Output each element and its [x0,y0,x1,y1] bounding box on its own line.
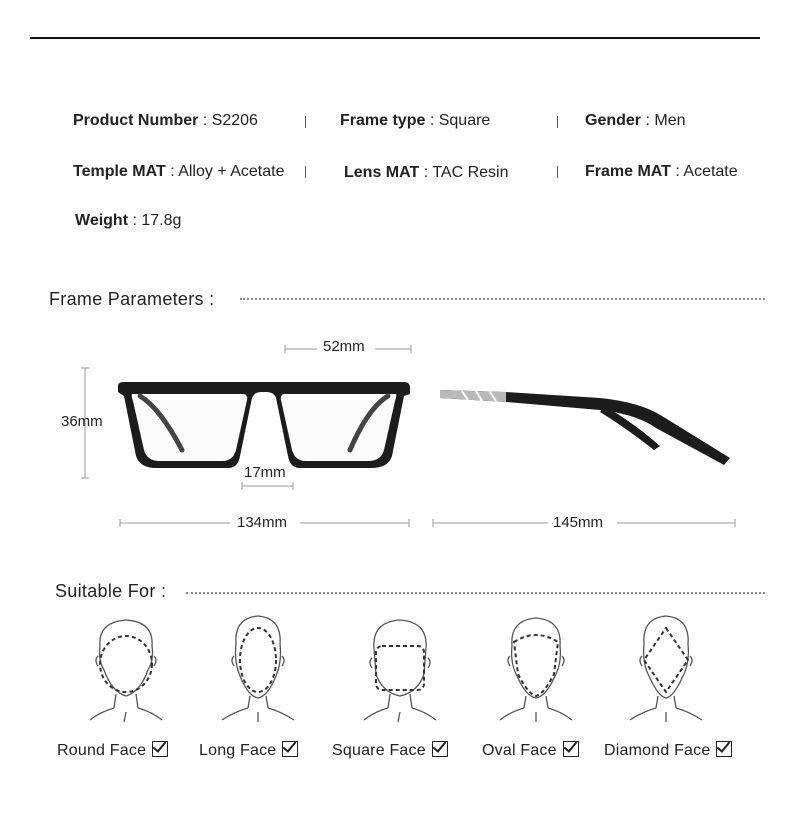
face-label-text: Oval Face [482,742,557,759]
spec-label: Lens MAT [344,164,420,181]
lens-height-label: 36mm [61,413,103,430]
face-label-text: Square Face [332,742,426,759]
face-label-text: Diamond Face [604,742,711,759]
round-face-icon [86,612,166,724]
face-label-long [199,741,298,760]
spec-temple-mat: Temple MAT : Alloy + Acetate [73,163,285,180]
face-label-oval [482,741,579,760]
separator [557,116,558,128]
separator [305,166,306,178]
dotted-rule [186,592,765,594]
spec-label: Gender [585,112,642,129]
spec-value: Acetate [683,163,738,180]
lens-width-label: 52mm [323,338,365,355]
spec-weight: Weight : 17.8g [75,212,182,229]
separator [305,116,306,128]
bridge-label: 17mm [244,464,286,481]
oval-face-icon [496,612,576,724]
spec-value: S2206 [211,112,258,129]
checkbox-icon [282,741,298,757]
spec-value: Men [654,112,686,129]
dotted-rule [240,298,765,300]
face-label-square [332,741,448,760]
face-label-text: Round Face [57,742,147,759]
spec-value: 17.8g [141,212,182,229]
top-divider [30,37,760,39]
spec-frame-mat: Frame MAT : Acetate [585,163,738,180]
suitable-for-title: Suitable For : [55,581,167,601]
spec-frame-type: Frame type : Square [340,112,491,129]
face-label-diamond [604,741,732,760]
spec-label: Product Number [73,112,199,129]
frame-parameters-title: Frame Parameters : [49,289,215,309]
checkbox-icon [152,741,168,757]
spec-label: Weight [75,212,129,229]
glasses-temple-view [440,390,730,465]
checkbox-icon [563,741,579,757]
long-face-icon [218,612,298,724]
spec-value: Alloy + Acetate [178,163,285,180]
diamond-face-icon [626,612,706,724]
spec-value: Square [438,112,491,129]
face-label-round [57,741,168,760]
square-face-icon [360,612,440,724]
spec-label: Frame type [340,112,426,129]
checkbox-icon [432,741,448,757]
checkbox-icon [716,741,732,757]
spec-gender: Gender : Men [585,112,686,129]
face-label-text: Long Face [199,742,277,759]
spec-label: Temple MAT [73,163,166,180]
frame-width-label: 134mm [237,514,288,531]
temple-length-label: 145mm [553,514,604,531]
glasses-front-view [118,382,410,468]
spec-value: TAC Resin [432,164,509,181]
spec-product-number: Product Number : S2206 [73,112,258,129]
separator [557,166,558,178]
frame-diagram [0,320,790,540]
spec-lens-mat: Lens MAT : TAC Resin [344,164,509,181]
spec-label: Frame MAT [585,163,671,180]
